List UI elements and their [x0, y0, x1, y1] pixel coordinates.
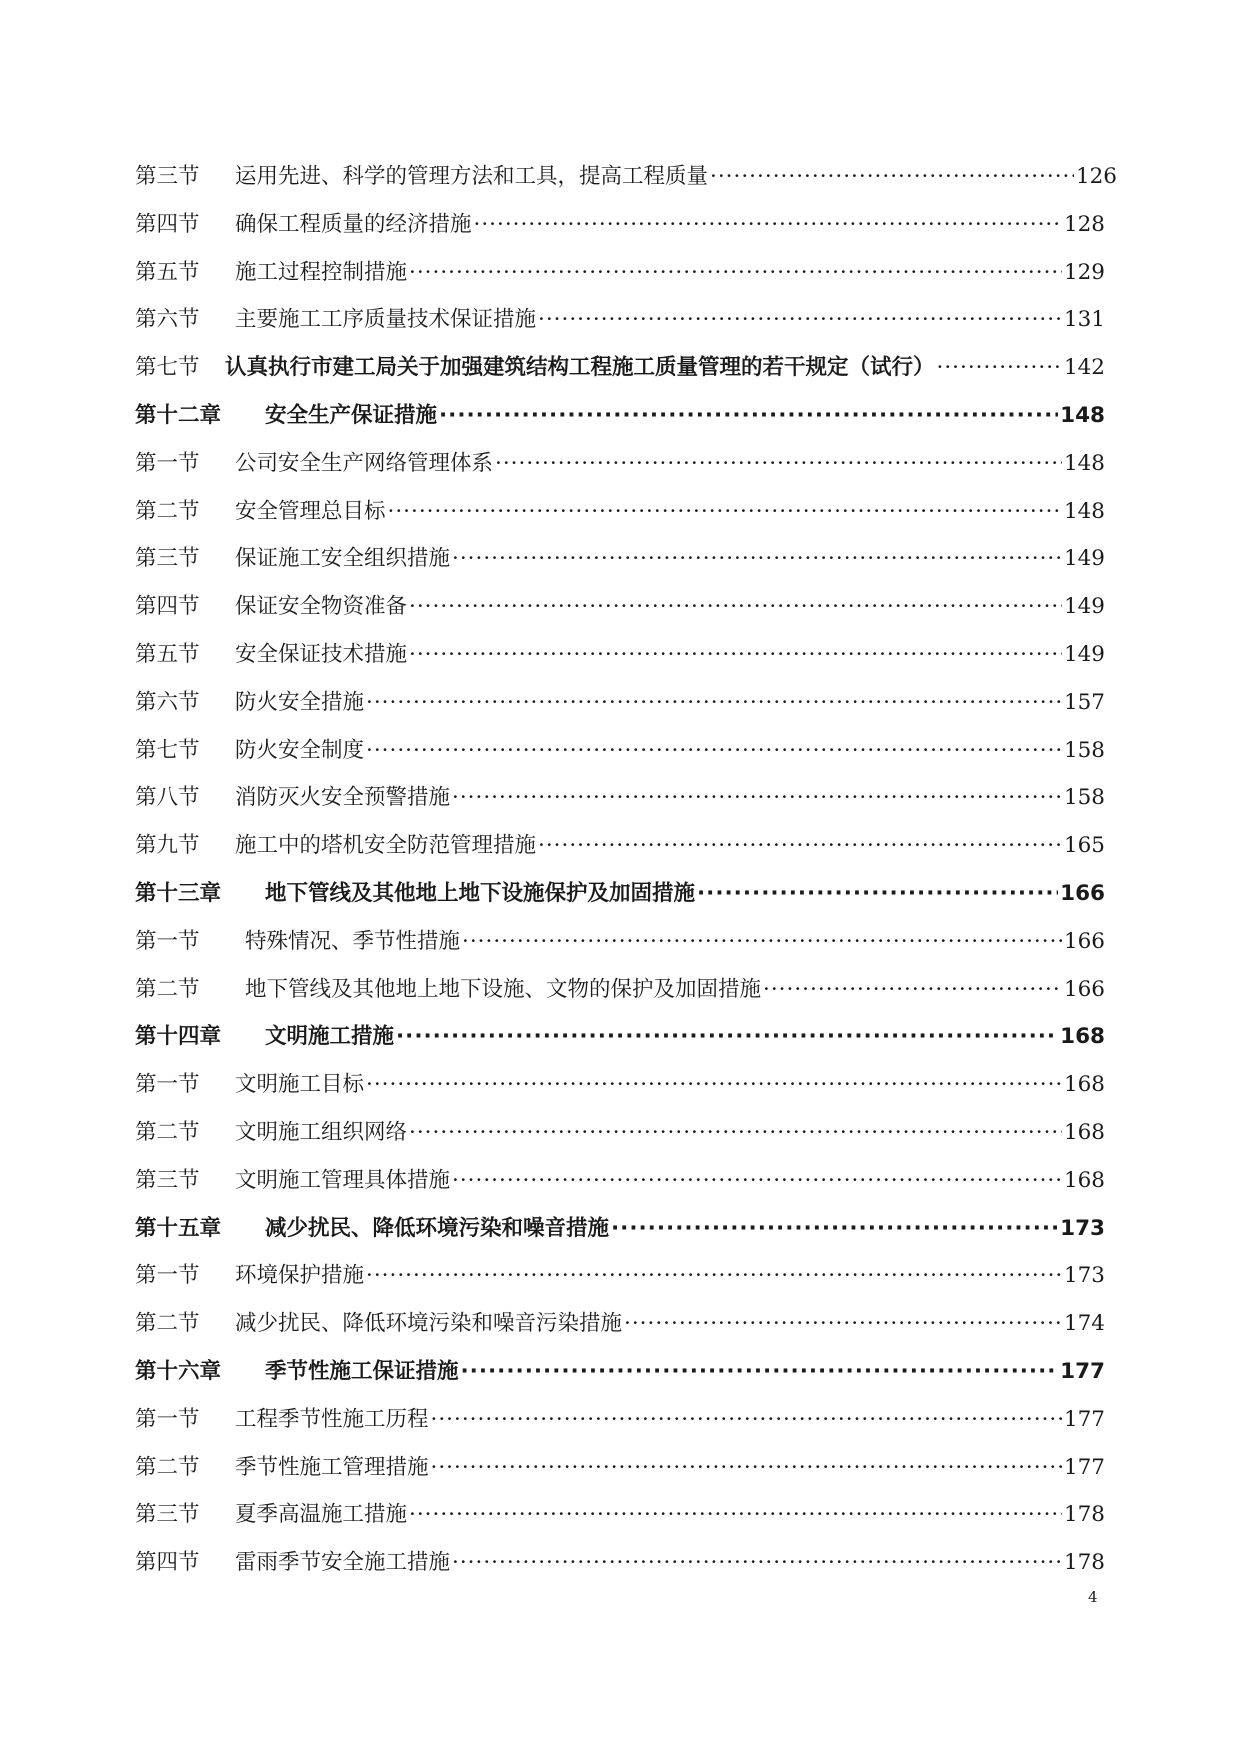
toc-entry-label: 第三节: [135, 546, 200, 572]
toc-entry-page: 166: [1060, 880, 1105, 906]
toc-entry-page: 149: [1063, 641, 1105, 667]
toc-chapter-entry[interactable]: [135, 1348, 1105, 1396]
toc-chapter-entry[interactable]: [135, 1205, 1105, 1253]
toc-dot-leader: [452, 774, 1062, 822]
toc-entry-page: 158: [1063, 737, 1105, 763]
toc-entry-label: 第二节: [135, 1311, 200, 1337]
toc-entry-page: 149: [1063, 546, 1105, 572]
toc-section-entry[interactable]: [135, 1491, 1105, 1539]
toc-entry-page: 177: [1060, 1358, 1105, 1384]
toc-dot-leader: [624, 1300, 1062, 1348]
toc-entry-title: 主要施工工序质量技术保证措施: [235, 307, 537, 333]
toc-entry-title: 确保工程质量的经济措施: [235, 211, 472, 237]
toc-entry-label: 第十五章: [135, 1215, 222, 1241]
toc-entry-title: 安全保证技术措施: [235, 641, 408, 667]
toc-entry-label: 第二节: [135, 976, 200, 1002]
toc-dot-leader: [366, 1252, 1062, 1300]
toc-section-entry[interactable]: [135, 296, 1105, 344]
toc-entry-title: 防火安全制度: [235, 737, 365, 763]
toc-entry-label: 第二节: [135, 498, 200, 524]
toc-entry-title: 文明施工管理具体措施: [235, 1167, 451, 1193]
toc-entry-page: 148: [1063, 450, 1105, 476]
toc-entry-title: 工程季节性施工历程: [235, 1406, 429, 1432]
toc-dot-leader: [461, 1348, 1059, 1396]
toc-dot-leader: [538, 822, 1062, 870]
toc-chapter-entry[interactable]: [135, 392, 1105, 440]
toc-entry-page: 166: [1063, 976, 1105, 1002]
toc-entry-label: 第六节: [135, 307, 200, 333]
toc-entry-page: 129: [1063, 259, 1105, 285]
toc-entry-title: 认真执行市建工局关于加强建筑结构工程施工质量管理的若干规定（试行）: [225, 355, 935, 381]
toc-chapter-entry[interactable]: [135, 1013, 1105, 1061]
toc-section-entry[interactable]: [135, 249, 1105, 297]
toc-entry-page: 177: [1063, 1454, 1105, 1480]
toc-entry-page: 168: [1060, 1024, 1105, 1050]
toc-entry-label: 第七节: [135, 737, 200, 763]
toc-entry-title: 地下管线及其他地上地下设施、文物的保护及加固措施: [245, 976, 762, 1002]
toc-section-entry[interactable]: [135, 918, 1105, 966]
toc-entry-label: 第四节: [135, 211, 200, 237]
toc-entry-page: 165: [1063, 833, 1105, 859]
toc-chapter-entry[interactable]: [135, 870, 1105, 918]
toc-entry-title: 夏季高温施工措施: [235, 1502, 408, 1528]
toc-entry-label: 第十三章: [135, 880, 222, 906]
toc-entry-label: 第三节: [135, 164, 200, 189]
toc-entry-title: 消防灭火安全预警措施: [235, 785, 451, 811]
toc-entry-label: 第一节: [135, 1406, 200, 1432]
toc-entry-page: 148: [1060, 402, 1105, 428]
toc-entry-title: 公司安全生产网络管理体系: [235, 450, 494, 476]
toc-dot-leader: [474, 201, 1062, 249]
toc-entry-page: 177: [1063, 1406, 1105, 1432]
toc-entry-label: 第五节: [135, 641, 200, 667]
toc-dot-leader: [366, 679, 1062, 727]
toc-entry-page: 128: [1063, 211, 1105, 237]
toc-dot-leader: [409, 1109, 1062, 1157]
toc-section-entry[interactable]: [135, 679, 1105, 727]
toc-section-entry[interactable]: [135, 1061, 1105, 1109]
toc-dot-leader: [710, 153, 1074, 201]
toc-entry-label: 第一节: [135, 928, 200, 954]
toc-dot-leader: [462, 918, 1062, 966]
toc-dot-leader: [611, 1205, 1058, 1253]
toc-dot-leader: [409, 1491, 1062, 1539]
toc-entry-title: 安全管理总目标: [235, 498, 386, 524]
toc-dot-leader: [495, 440, 1062, 488]
toc-entry-title: 施工过程控制措施: [235, 259, 408, 285]
toc-entry-label: 第一节: [135, 450, 200, 476]
toc-entry-page: 174: [1063, 1311, 1105, 1337]
toc-dot-leader: [452, 535, 1062, 583]
toc-section-entry[interactable]: [135, 488, 1105, 536]
toc-dot-leader: [366, 1061, 1062, 1109]
toc-entry-page: 168: [1063, 1167, 1105, 1193]
toc-dot-leader: [388, 488, 1062, 536]
toc-entry-title: 运用先进、科学的管理方法和工具，提高工程质量: [235, 164, 709, 189]
toc-section-entry[interactable]: [135, 583, 1105, 631]
toc-section-entry[interactable]: [135, 631, 1105, 679]
toc-entry-page: 149: [1063, 594, 1105, 620]
toc-entry-label: 第四节: [135, 1550, 200, 1576]
toc-section-entry[interactable]: [135, 1157, 1105, 1205]
toc-section-entry[interactable]: [135, 535, 1105, 583]
toc-entry-title: 安全生产保证措施: [265, 402, 438, 428]
toc-entry-page: 148: [1063, 498, 1105, 524]
toc-entry-label: 第十二章: [135, 402, 222, 428]
toc-entry-title: 施工中的塔机安全防范管理措施: [235, 833, 537, 859]
toc-section-entry[interactable]: [135, 344, 1105, 392]
toc-section-entry[interactable]: [135, 153, 1117, 201]
toc-entry-page: 173: [1063, 1263, 1105, 1289]
toc-entry-label: 第一节: [135, 1263, 200, 1289]
toc-section-entry[interactable]: [135, 1109, 1105, 1157]
toc-entry-label: 第八节: [135, 785, 200, 811]
toc-section-entry[interactable]: [135, 1300, 1105, 1348]
toc-entry-label: 第七节: [135, 355, 200, 381]
toc-entry-label: 第三节: [135, 1502, 200, 1528]
toc-entry-label: 第三节: [135, 1167, 200, 1193]
toc-entry-title: 文明施工措施: [265, 1024, 395, 1050]
toc-entry-page: 142: [1063, 355, 1105, 381]
toc-dot-leader: [409, 583, 1062, 631]
toc-entry-title: 季节性施工管理措施: [235, 1454, 429, 1480]
toc-entry-page: 166: [1063, 928, 1105, 954]
toc-entry-title: 保证施工安全组织措施: [235, 546, 451, 572]
toc-entry-title: 减少扰民、降低环境污染和噪音污染措施: [235, 1311, 623, 1337]
toc-dot-leader: [409, 249, 1062, 297]
toc-section-entry[interactable]: [135, 1252, 1105, 1300]
toc-entry-title: 特殊情况、季节性措施: [245, 928, 461, 954]
toc-dot-leader: [439, 392, 1058, 440]
toc-dot-leader: [431, 1444, 1062, 1492]
toc-section-entry[interactable]: [135, 1396, 1105, 1444]
toc-dot-leader: [538, 296, 1062, 344]
toc-section-entry[interactable]: [135, 774, 1105, 822]
toc-entry-label: 第四节: [135, 594, 200, 620]
toc-entry-label: 第二节: [135, 1454, 200, 1480]
toc-entry-page: 173: [1060, 1215, 1105, 1241]
toc-entry-label: 第十六章: [135, 1358, 222, 1384]
toc-dot-leader: [431, 1396, 1062, 1444]
toc-dot-leader: [937, 344, 1062, 392]
toc-entry-page: 131: [1063, 307, 1105, 333]
toc-entry-title: 减少扰民、降低环境污染和噪音措施: [265, 1215, 610, 1241]
toc-section-entry[interactable]: [135, 1444, 1105, 1492]
toc-entry-page: 178: [1063, 1550, 1105, 1576]
page-number: 4: [1088, 1588, 1098, 1606]
toc-dot-leader: [763, 966, 1062, 1014]
toc-entry-page: 126: [1075, 164, 1117, 189]
toc-entry-title: 防火安全措施: [235, 689, 365, 715]
toc-entry-title: 环境保护措施: [235, 1263, 365, 1289]
toc-entry-label: 第五节: [135, 259, 200, 285]
toc-dot-leader: [396, 1013, 1058, 1061]
toc-entry-title: 文明施工目标: [235, 1072, 365, 1098]
toc-section-entry[interactable]: [135, 201, 1105, 249]
toc-entry-page: 168: [1063, 1119, 1105, 1145]
toc-entry-label: 第九节: [135, 833, 200, 859]
toc-entry-label: 第二节: [135, 1119, 200, 1145]
toc-entry-title: 地下管线及其他地上地下设施保护及加固措施: [265, 880, 696, 906]
toc-dot-leader: [409, 631, 1062, 679]
toc-entry-label: 第十四章: [135, 1024, 222, 1050]
toc-entry-title: 季节性施工保证措施: [265, 1358, 459, 1384]
toc-entry-title: 文明施工组织网络: [235, 1119, 408, 1145]
toc-section-entry[interactable]: [135, 822, 1105, 870]
toc-dot-leader: [452, 1157, 1062, 1205]
toc-dot-leader: [697, 870, 1058, 918]
toc-dot-leader: [452, 1539, 1062, 1587]
toc-section-entry[interactable]: [135, 1539, 1105, 1587]
toc-entry-page: 178: [1063, 1502, 1105, 1528]
toc-section-entry[interactable]: [135, 966, 1105, 1014]
toc-entry-label: 第一节: [135, 1072, 200, 1098]
toc-dot-leader: [366, 727, 1062, 775]
toc-entry-label: 第六节: [135, 689, 200, 715]
toc-section-entry[interactable]: [135, 727, 1105, 775]
toc-entry-page: 168: [1063, 1072, 1105, 1098]
toc-entry-title: 保证安全物资准备: [235, 594, 408, 620]
toc-entry-title: 雷雨季节安全施工措施: [235, 1550, 451, 1576]
table-of-contents: [135, 153, 1117, 1587]
toc-section-entry[interactable]: [135, 440, 1105, 488]
toc-entry-page: 158: [1063, 785, 1105, 811]
toc-entry-page: 157: [1063, 689, 1105, 715]
